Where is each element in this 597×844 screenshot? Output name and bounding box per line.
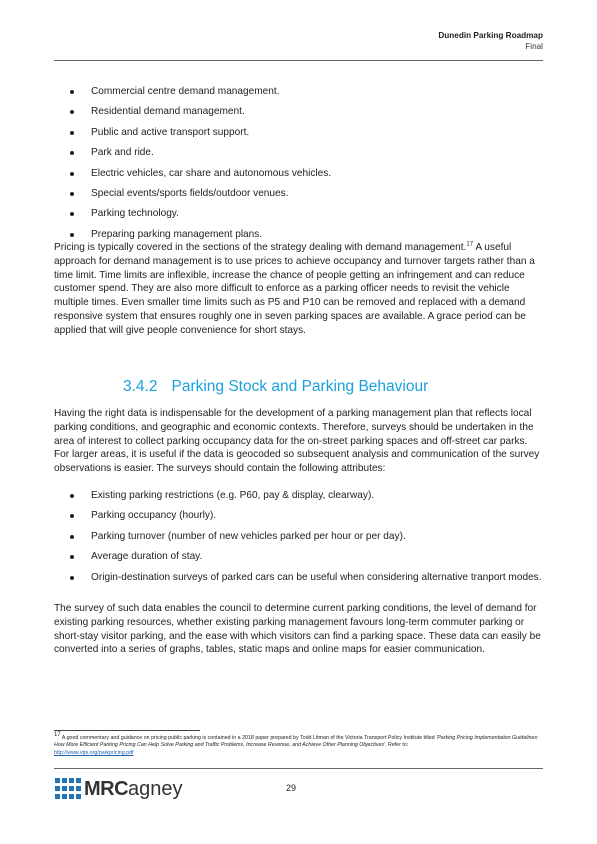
bullet-icon <box>70 576 74 580</box>
section-heading <box>123 378 428 396</box>
list-item: Residential demand management. <box>70 106 550 126</box>
bullet-icon <box>70 514 74 518</box>
page-number: 29 <box>286 783 297 793</box>
footnote-cited-title: 'Parking Pricing Implementation Guidelines: How More Efficient Parking Pricing Can Help Solve Parking and Traffic Problems, Increase Revenue, and Achieve Other Planning Objectives' <box>54 735 539 749</box>
logo-mark-icon <box>55 778 81 800</box>
list-item: Commercial centre demand management. <box>70 86 550 106</box>
mrcagney-logo <box>55 776 183 802</box>
list-item: Parking technology. <box>70 208 550 228</box>
survey-attributes-list <box>70 490 550 592</box>
footnote-link[interactable]: http://www.vtpi.org/parkpricing.pdf <box>54 749 134 756</box>
footnote-number: 17 <box>54 732 61 739</box>
bullet-icon <box>70 212 74 216</box>
section-number: 3.4.2 <box>123 378 158 395</box>
logo-text: agney <box>128 777 183 800</box>
list-item: Special events/sports fields/outdoor venues. <box>70 188 550 208</box>
list-item: Existing parking restrictions (e.g. P60, pay & display, clearway). <box>70 490 550 510</box>
bullet-icon <box>70 233 74 237</box>
bullet-icon <box>70 131 74 135</box>
bullet-icon <box>70 110 74 114</box>
demand-management-list <box>70 86 550 249</box>
footer-rule <box>54 768 543 769</box>
list-item: Origin-destination surveys of parked cars can be useful when considering alternative tranport modes. <box>70 572 550 592</box>
list-item: Parking occupancy (hourly). <box>70 510 550 530</box>
list-item: Park and ride. <box>70 147 550 167</box>
document-status: Final <box>525 42 543 51</box>
document-title: Dunedin Parking Roadmap <box>438 31 543 40</box>
header-rule <box>54 60 543 61</box>
bullet-icon <box>70 192 74 196</box>
list-item: Public and active transport support. <box>70 127 550 147</box>
list-item: Electric vehicles, car share and autonomous vehicles. <box>70 168 550 188</box>
page-header <box>438 30 543 52</box>
logo-text-bold: MRC <box>84 777 129 800</box>
footnote-separator <box>54 730 200 731</box>
bullet-icon <box>70 555 74 559</box>
data-paragraph: Having the right data is indispensable for the development of a parking management plan that reflects local parking conditions, and geographic and economic contexts. Therefore, surveys should be undertaken in the area of interest to collect parking occupancy data for the on-street parking spaces and off-street car parks. For larger areas, it is useful if the data is geocoded so subsequent analysis and communication of the survey observations is easier. The surveys should contain the following attributes: <box>54 408 540 475</box>
survey-paragraph: The survey of such data enables the council to determine current parking conditions, the level of demand for existing parking resources, whether existing parking management favours long-term commuter parking or short-stay visitor parking, and the ease with which visitors can find a parking space. These data can easily be converted into a series of graphs, tables, static maps and online maps for easier communication. <box>54 603 541 656</box>
bullet-icon <box>70 151 74 155</box>
bullet-icon <box>70 172 74 176</box>
list-item: Preparing parking management plans. <box>70 229 550 249</box>
bullet-icon <box>70 494 74 498</box>
bullet-icon <box>70 90 74 94</box>
footnote: $^{17}$ A good commentary and guidance on pricing public parking is contained in a 2018 paper prepared by Todd Litman of the Victoria Transport Policy Institute titled 'Parking Pricing Implementation Guidelines: How More Efficient Parking Pricing Can Help Solve Parking and Traffic Problems, Increase Revenue, and Achieve Other Planning Objectives'. Refer to: http://www.vtpi.org/parkpricing.pdf <box>54 732 539 756</box>
footnote-reference[interactable]: 17 <box>466 241 474 248</box>
list-item: Parking turnover (number of new vehicles parked per hour or per day). <box>70 531 550 551</box>
pricing-paragraph: Pricing is typically covered in the sections of the strategy dealing with demand management.$^{17}$ A useful approach for demand management is to use prices to achieve occupancy and turnover targets rather than a time limit. Time limits are inflexible, increase the chance of people getting an infringement and can reduce customer spend. They are also more difficult to enforce as a parking officer needs to revisit the vehicle multiple times. Even smaller time limits such as P5 and P10 can be removed and replaced with a demand responsive system that ensures roughly one in seven parking spaces are available. A grace period can be applied that will give people convenience for short stays. <box>54 241 535 336</box>
bullet-icon <box>70 535 74 539</box>
list-item: Average duration of stay. <box>70 551 550 571</box>
section-title: Parking Stock and Parking Behaviour <box>171 378 429 395</box>
